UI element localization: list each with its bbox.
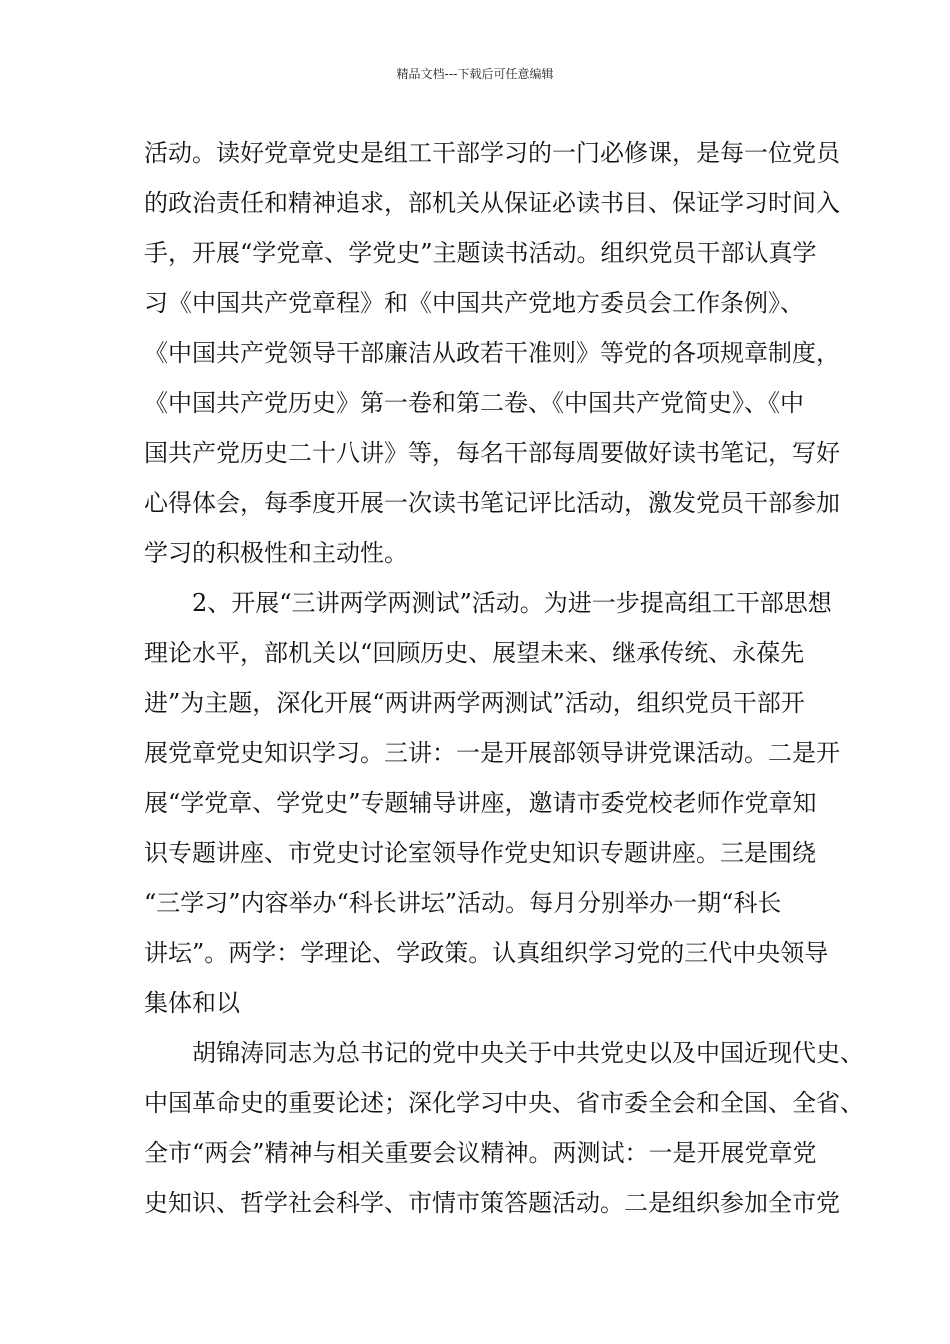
text-line: “三学习”内容举办“科长讲坛”活动。每月分别举办一期“科长 [144,889,782,917]
document-body [144,128,864,1228]
text-line: 理论水平，部机关以“回顾历史、展望未来、继承传统、永葆先 [144,639,805,667]
text-line: 胡锦涛同志为总书记的党中央关于中共党史以及中国近现代史、 [192,1039,864,1067]
text-line: 《中国共产党历史》第一卷和第二卷、《中国共产党简史》、《中 [144,389,804,417]
text-line: 全市“两会”精神与相关重要会议精神。两测试：一是开展党章党 [144,1139,817,1167]
page-header: 精品文档---下载后可任意编辑 [396,67,554,81]
text-line: 的政治责任和精神追求，部机关从保证必读书目、保证学习时间入 [144,189,840,217]
text-line: 习《中国共产党章程》和《中国共产党地方委员会工作条例》、 [144,289,804,317]
text-line: 国共产党历史二十八讲》等，每名干部每周要做好读书笔记，写好 [144,439,840,467]
text-line: 中国革命史的重要论述；深化学习中央、省市委全会和全国、全省、 [144,1089,864,1117]
text-line: 学习的积极性和主动性。 [144,539,408,567]
text-line: 展“学党章、学党史”专题辅导讲座，邀请市委党校老师作党章知 [144,789,817,817]
paragraph-1 [144,128,840,578]
text-line: 史知识、哲学社会科学、市情市策答题活动。二是组织参加全市党 [144,1189,840,1217]
paragraph-2 [144,578,840,1028]
text-line: 进”为主题，深化开展“两讲两学两测试”活动，组织党员干部开 [144,689,805,717]
text-line: 识专题讲座、市党史讨论室领导作党史知识专题讲座。三是围绕 [144,839,816,867]
text-line: 心得体会，每季度开展一次读书笔记评比活动，激发党员干部参加 [144,489,840,517]
text-line: 活动。读好党章党史是组工干部学习的一门必修课，是每一位党员 [144,139,840,167]
text-line: 《中国共产党领导干部廉洁从政若干准则》等党的各项规章制度， [144,339,840,367]
paragraph-3 [144,1028,864,1228]
text-line: 集体和以 [144,989,240,1017]
text-line: 展党章党史知识学习。三讲：一是开展部领导讲党课活动。二是开 [144,739,840,767]
text-line: 2、开展“三讲两学两测试”活动。为进一步提高组工干部思想 [192,589,832,617]
text-line: 讲坛”。两学：学理论、学政策。认真组织学习党的三代中央领导 [144,939,829,967]
text-line: 手，开展“学党章、学党史”主题读书活动。组织党员干部认真学 [144,239,817,267]
